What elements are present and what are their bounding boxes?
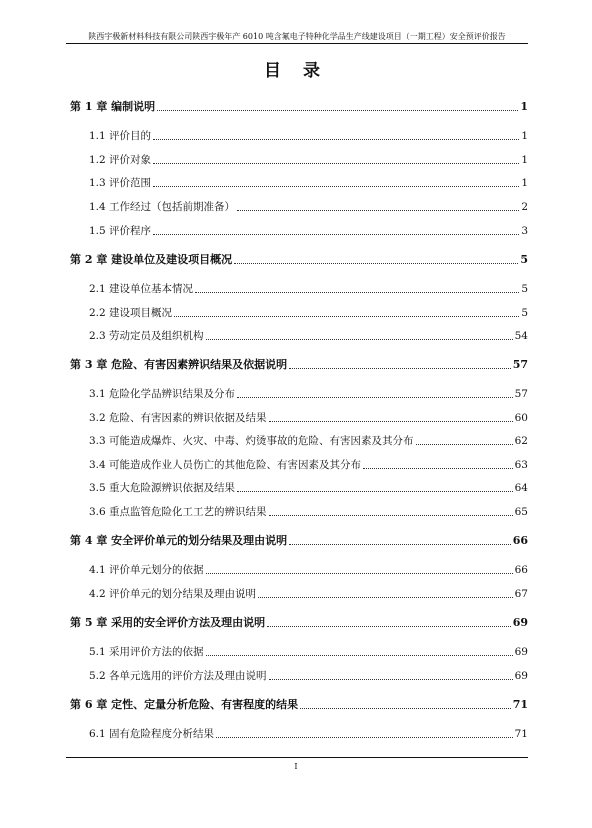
toc-dot-leader (206, 573, 513, 574)
toc-entry-page: 63 (514, 459, 528, 471)
toc-entry-page: 64 (514, 482, 528, 494)
toc-section-entry[interactable] (89, 129, 528, 143)
toc-entry-label: 3.5 重大危险源辨识依据及结果 (89, 482, 236, 494)
toc-chapter-entry[interactable] (70, 698, 528, 712)
toc-chapter-entry[interactable] (70, 358, 528, 372)
toc-entry-label: 第 4 章 安全评价单元的划分结果及理由说明 (70, 534, 288, 547)
toc-section-entry[interactable] (89, 224, 528, 238)
toc-entry-page: 66 (512, 534, 528, 547)
toc-chapter-entry[interactable] (70, 616, 528, 630)
toc-dot-leader (237, 210, 519, 211)
toc-dot-leader (237, 397, 513, 398)
toc-dot-leader (269, 679, 513, 680)
toc-entry-label: 2.1 建设单位基本情况 (89, 283, 194, 295)
toc-entry-label: 4.1 评价单元划分的依据 (89, 564, 204, 576)
toc-dot-leader (174, 316, 519, 317)
toc-entry-page: 71 (514, 728, 528, 740)
toc-dot-leader (157, 110, 518, 111)
toc-chapter-entry[interactable] (70, 100, 528, 114)
toc-entry-label: 2.2 建设项目概况 (89, 307, 173, 319)
toc-entry-page: 1 (520, 100, 528, 113)
toc-entry-label: 2.3 劳动定员及组织机构 (89, 330, 204, 342)
toc-entry-page: 69 (514, 670, 528, 682)
toc-entry-label: 3.6 重点监管危险化工工艺的辨识结果 (89, 506, 267, 518)
toc-dot-leader (258, 597, 513, 598)
toc-entry-page: 57 (514, 388, 528, 400)
toc-dot-leader (416, 444, 513, 445)
toc-entry-page: 3 (521, 225, 528, 237)
toc-section-entry[interactable] (89, 411, 528, 425)
toc-section-entry[interactable] (89, 200, 528, 214)
toc-dot-leader (195, 292, 519, 293)
toc-dot-leader (289, 544, 511, 545)
toc-entry-label: 5.2 各单元选用的评价方法及理由说明 (89, 670, 267, 682)
toc-entry-page: 1 (521, 130, 528, 142)
toc-section-entry[interactable] (89, 153, 528, 167)
toc-dot-leader (289, 368, 511, 369)
toc-dot-leader (269, 515, 513, 516)
toc-entry-label: 4.2 评价单元的划分结果及理由说明 (89, 588, 257, 600)
toc-dot-leader (300, 708, 511, 709)
toc-dot-leader (153, 186, 519, 187)
toc-dot-leader (269, 421, 513, 422)
toc-section-entry[interactable] (89, 282, 528, 296)
toc-dot-leader (153, 163, 519, 164)
toc-dot-leader (153, 234, 519, 235)
toc-chapter-entry[interactable] (70, 253, 528, 267)
toc-section-entry[interactable] (89, 458, 528, 472)
toc-entry-label: 3.3 可能造成爆炸、火灾、中毒、灼烫事故的危险、有害因素及其分布 (89, 435, 414, 447)
toc-entry-label: 6.1 固有危险程度分析结果 (89, 728, 215, 740)
toc-entry-label: 3.2 危险、有害因素的辨识依据及结果 (89, 412, 267, 424)
toc-dot-leader (216, 737, 513, 738)
toc-dot-leader (206, 339, 513, 340)
toc-entry-page: 60 (514, 412, 528, 424)
toc-section-entry[interactable] (89, 727, 528, 741)
toc-entry-label: 第 6 章 定性、定量分析危险、有害程度的结果 (70, 698, 299, 711)
toc-entry-page: 5 (521, 283, 528, 295)
toc-entry-label: 第 3 章 危险、有害因素辨识结果及依据说明 (70, 358, 288, 371)
header-rule (66, 43, 528, 44)
toc-entry-page: 2 (521, 201, 528, 213)
toc-entry-label: 第 2 章 建设单位及建设项目概况 (70, 253, 233, 266)
toc-entry-page: 65 (514, 506, 528, 518)
toc-section-entry[interactable] (89, 481, 528, 495)
toc-entry-label: 5.1 采用评价方法的依据 (89, 646, 204, 658)
toc-section-entry[interactable] (89, 587, 528, 601)
footer-rule (66, 757, 528, 758)
toc-section-entry[interactable] (89, 306, 528, 320)
toc-entry-label: 1.4 工作经过（包括前期准备） (89, 201, 236, 213)
toc-entry-page: 57 (512, 358, 528, 371)
page-number: I (294, 762, 298, 771)
toc-section-entry[interactable] (89, 329, 528, 343)
toc-entry-page: 69 (514, 646, 528, 658)
toc-entry-page: 66 (514, 564, 528, 576)
page-title: 目 录 (264, 61, 328, 81)
toc-dot-leader (267, 626, 511, 627)
toc-entry-page: 5 (521, 307, 528, 319)
toc-entry-page: 1 (521, 177, 528, 189)
toc-section-entry[interactable] (89, 563, 528, 577)
running-header: 陕西宇极新材料科技有限公司陕西宇极年产 6010 吨含氟电子特种化学品生产线建设项目（一期工程）安全预评价报告 (88, 32, 506, 41)
toc-entry-label: 1.1 评价目的 (89, 130, 152, 142)
toc-entry-page: 69 (512, 616, 528, 629)
toc-entry-page: 5 (520, 253, 528, 266)
toc-entry-label: 1.5 评价程序 (89, 225, 152, 237)
toc-entry-label: 3.1 危险化学品辨识结果及分布 (89, 388, 236, 400)
toc-section-entry[interactable] (89, 434, 528, 448)
toc-section-entry[interactable] (89, 645, 528, 659)
toc-section-entry[interactable] (89, 669, 528, 683)
toc-entry-label: 1.3 评价范围 (89, 177, 152, 189)
toc-entry-label: 3.4 可能造成作业人员伤亡的其他危险、有害因素及其分布 (89, 459, 362, 471)
toc-dot-leader (363, 468, 513, 469)
toc-dot-leader (234, 263, 518, 264)
toc-section-entry[interactable] (89, 505, 528, 519)
toc-chapter-entry[interactable] (70, 534, 528, 548)
toc-entry-page: 62 (514, 435, 528, 447)
toc-entry-page: 67 (514, 588, 528, 600)
toc-dot-leader (153, 139, 519, 140)
toc-dot-leader (206, 655, 513, 656)
toc-entry-page: 54 (514, 330, 528, 342)
toc-entry-page: 71 (512, 698, 528, 711)
toc-entry-label: 第 5 章 采用的安全评价方法及理由说明 (70, 616, 266, 629)
toc-entry-label: 1.2 评价对象 (89, 154, 152, 166)
toc-section-entry[interactable] (89, 387, 528, 401)
toc-dot-leader (237, 491, 513, 492)
toc-section-entry[interactable] (89, 176, 528, 190)
toc-entry-label: 第 1 章 编制说明 (70, 100, 156, 113)
toc-entry-page: 1 (521, 154, 528, 166)
